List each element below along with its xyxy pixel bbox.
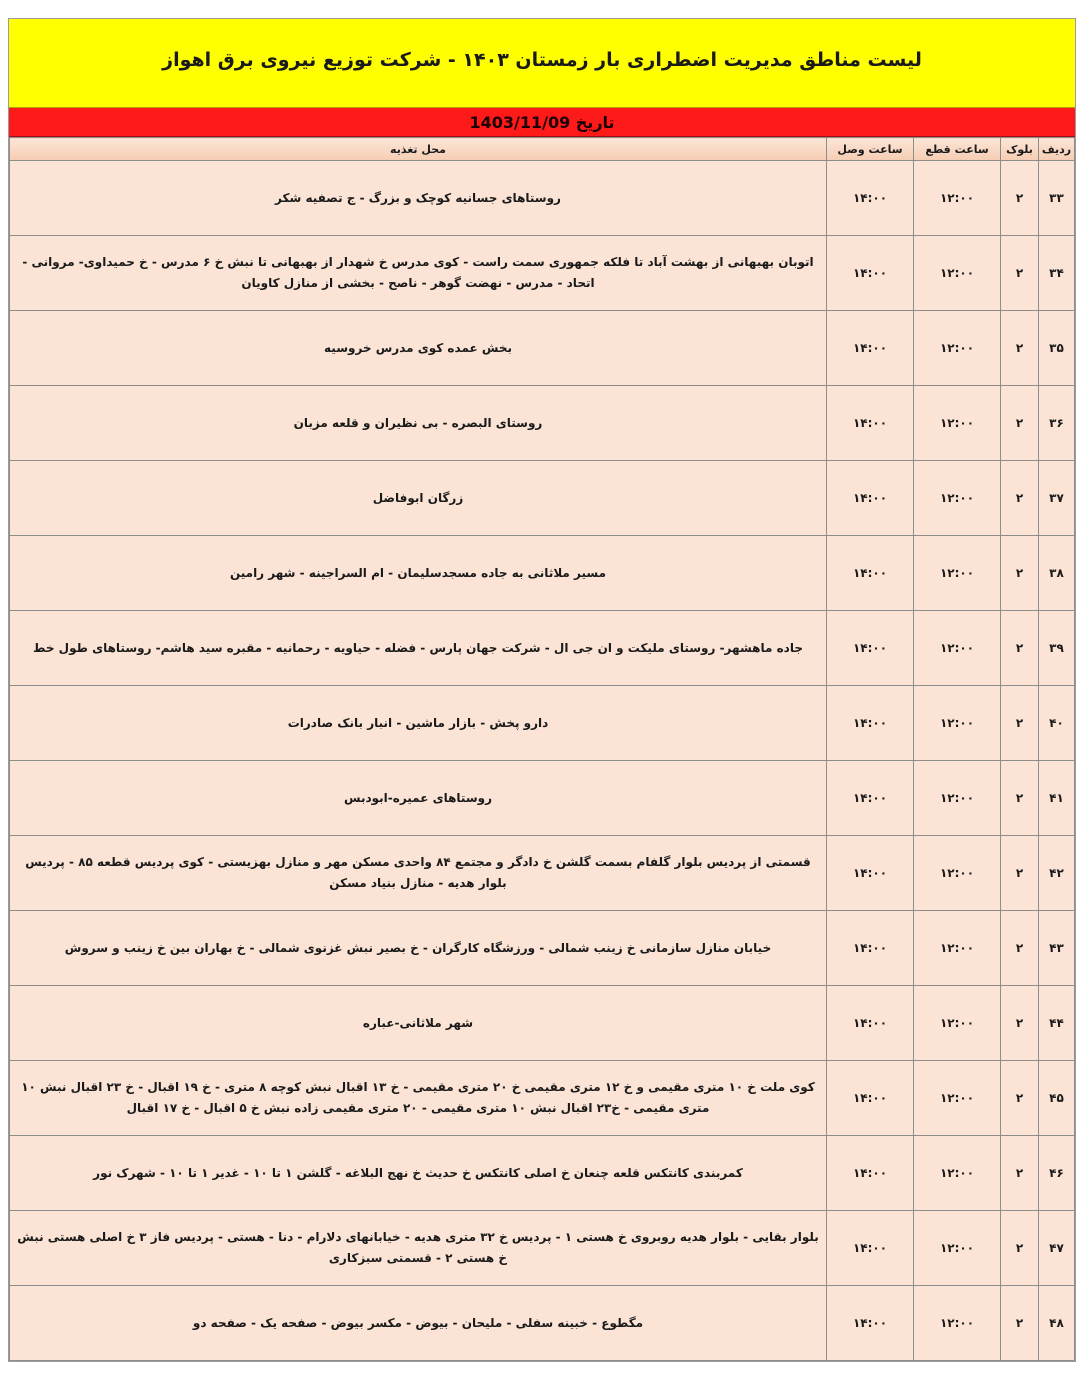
header-cut-time: ساعت قطع: [914, 138, 1001, 161]
table-row: [10, 461, 1075, 536]
cell-block: ۲: [1001, 536, 1039, 611]
cell-block: ۲: [1001, 686, 1039, 761]
cell-cut-time: ۱۲:۰۰: [914, 836, 1001, 911]
cell-block: ۲: [1001, 911, 1039, 986]
cell-cut-time: ۱۲:۰۰: [914, 761, 1001, 836]
cell-cut-time: ۱۲:۰۰: [914, 1286, 1001, 1361]
cell-cut-time: ۱۲:۰۰: [914, 911, 1001, 986]
table-row: [10, 986, 1075, 1061]
cell-radif: ۳۹: [1039, 611, 1075, 686]
page-title: لیست مناطق مدیریت اضطراری بار زمستان ۱۴۰۳ - شرکت توزیع نیروی برق اهواز: [162, 49, 922, 71]
cell-block: ۲: [1001, 836, 1039, 911]
cell-location: بخش عمده کوی مدرس خروسیه: [10, 311, 827, 386]
cell-radif: ۴۵: [1039, 1061, 1075, 1136]
cell-connect-time: ۱۴:۰۰: [827, 911, 914, 986]
table-row: [10, 1211, 1075, 1286]
cell-cut-time: ۱۲:۰۰: [914, 986, 1001, 1061]
cell-connect-time: ۱۴:۰۰: [827, 1061, 914, 1136]
cell-radif: ۴۳: [1039, 911, 1075, 986]
cell-connect-time: ۱۴:۰۰: [827, 1286, 914, 1361]
table-row: [10, 911, 1075, 986]
cell-radif: ۳۸: [1039, 536, 1075, 611]
cell-radif: ۳۴: [1039, 236, 1075, 311]
cell-location: زرگان ابوفاضل: [10, 461, 827, 536]
table-row: [10, 1286, 1075, 1361]
cell-block: ۲: [1001, 611, 1039, 686]
cell-location: اتوبان بهبهانی از بهشت آباد تا فلکه جمهوری سمت راست - کوی مدرس خ شهدار از بهبهانی تا نبش خ ۶ مدرس - خ حمیداوی- مروانی - اتحاد - مدرس - نهضت گوهر - ناصح - بخشی از منازل کاویان: [10, 236, 827, 311]
table-row: [10, 761, 1075, 836]
cell-cut-time: ۱۲:۰۰: [914, 236, 1001, 311]
cell-location: خیابان منازل سازمانی خ زینب شمالی - ورزشگاه کارگران - خ بصیر نبش غزنوی شمالی - خ بهاران بین خ زینب و سروش: [10, 911, 827, 986]
cell-block: ۲: [1001, 1286, 1039, 1361]
cell-connect-time: ۱۴:۰۰: [827, 1211, 914, 1286]
date-bar: [9, 108, 1075, 137]
cell-radif: ۴۸: [1039, 1286, 1075, 1361]
cell-radif: ۳۷: [1039, 461, 1075, 536]
cell-connect-time: ۱۴:۰۰: [827, 836, 914, 911]
table-row: [10, 611, 1075, 686]
cell-connect-time: ۱۴:۰۰: [827, 386, 914, 461]
cell-cut-time: ۱۲:۰۰: [914, 161, 1001, 236]
cell-location: قسمتی از پردیس بلوار گلفام بسمت گلشن خ دادگر و مجتمع ۸۴ واحدی مسکن مهر و منازل بهزیستی - کوی پردیس قطعه ۸۵ - پردیس بلوار هدیه - منازل بنیاد مسکن: [10, 836, 827, 911]
cell-connect-time: ۱۴:۰۰: [827, 1136, 914, 1211]
cell-location: دارو پخش - بازار ماشین - انبار بانک صادرات: [10, 686, 827, 761]
table-row: [10, 311, 1075, 386]
outage-table: [9, 137, 1075, 1361]
cell-location: روستاهای جسانیه کوچک و بزرگ - ج تصفیه شکر: [10, 161, 827, 236]
header-row: [10, 138, 1075, 161]
cell-cut-time: ۱۲:۰۰: [914, 686, 1001, 761]
date-label: تاریخ 1403/11/09: [469, 112, 615, 132]
cell-location: روستاهای عمیره-ابودبس: [10, 761, 827, 836]
cell-radif: ۴۶: [1039, 1136, 1075, 1211]
cell-block: ۲: [1001, 311, 1039, 386]
cell-location: بلوار بقایی - بلوار هدیه روبروی خ هستی ۱ - پردیس خ ۳۲ متری هدیه - خیابانهای دلارام - دنا - هستی - پردیس فاز ۳ خ اصلی هستی نبش خ هستی ۲ - قسمتی سبزکاری: [10, 1211, 827, 1286]
cell-location: مسیر ملاثانی به جاده مسجدسلیمان - ام السراجینه - شهر رامین: [10, 536, 827, 611]
cell-cut-time: ۱۲:۰۰: [914, 1136, 1001, 1211]
cell-location: شهر ملاثانی-عباره: [10, 986, 827, 1061]
outage-sheet: [8, 18, 1076, 1362]
table-row: [10, 161, 1075, 236]
cell-block: ۲: [1001, 236, 1039, 311]
cell-cut-time: ۱۲:۰۰: [914, 461, 1001, 536]
cell-location: مگطوع - خبینه سفلی - ملیحان - بیوض - مکسر بیوض - صفحه یک - صفحه دو: [10, 1286, 827, 1361]
header-radif: ردیف: [1039, 138, 1075, 161]
cell-block: ۲: [1001, 1211, 1039, 1286]
cell-block: ۲: [1001, 761, 1039, 836]
header-location: محل تغذیه: [10, 138, 827, 161]
cell-location: کوی ملت خ ۱۰ متری مقیمی و خ ۱۲ متری مقیمی خ ۲۰ متری مقیمی - خ ۱۳ اقبال نبش کوچه ۸ متری - خ ۱۹ اقبال - خ ۲۳ اقبال نبش ۱۰ متری مقیمی - خ۲۳ اقبال نبش ۱۰ متری مقیمی - ۲۰ متری مقیمی زاده نبش خ ۵ اقبال - خ ۱۷ اقبال: [10, 1061, 827, 1136]
cell-connect-time: ۱۴:۰۰: [827, 986, 914, 1061]
cell-cut-time: ۱۲:۰۰: [914, 386, 1001, 461]
cell-block: ۲: [1001, 161, 1039, 236]
cell-connect-time: ۱۴:۰۰: [827, 536, 914, 611]
cell-connect-time: ۱۴:۰۰: [827, 611, 914, 686]
cell-block: ۲: [1001, 986, 1039, 1061]
cell-location: روستای البصره - بی نظیران و قلعه مزبان: [10, 386, 827, 461]
cell-connect-time: ۱۴:۰۰: [827, 761, 914, 836]
cell-radif: ۴۲: [1039, 836, 1075, 911]
cell-block: ۲: [1001, 386, 1039, 461]
cell-radif: ۴۱: [1039, 761, 1075, 836]
cell-connect-time: ۱۴:۰۰: [827, 461, 914, 536]
cell-connect-time: ۱۴:۰۰: [827, 236, 914, 311]
cell-connect-time: ۱۴:۰۰: [827, 686, 914, 761]
cell-cut-time: ۱۲:۰۰: [914, 1211, 1001, 1286]
cell-radif: ۴۴: [1039, 986, 1075, 1061]
cell-location: جاده ماهشهر- روستای ملیکت و ان جی ال - شرکت جهان پارس - فضله - حیاویه - رحمانیه - مقبره سید هاشم- روستاهای طول خط: [10, 611, 827, 686]
cell-cut-time: ۱۲:۰۰: [914, 1061, 1001, 1136]
cell-block: ۲: [1001, 1136, 1039, 1211]
cell-location: کمربندی کانتکس قلعه چنعان خ اصلی کانتکس خ حدیث خ نهج البلاغه - گلشن ۱ تا ۱۰ - غدیر ۱ تا ۱۰ - شهرک نور: [10, 1136, 827, 1211]
table-row: [10, 686, 1075, 761]
table-row: [10, 386, 1075, 461]
header-block: بلوک: [1001, 138, 1039, 161]
table-row: [10, 536, 1075, 611]
cell-cut-time: ۱۲:۰۰: [914, 536, 1001, 611]
title-bar: [9, 19, 1075, 108]
cell-radif: ۴۷: [1039, 1211, 1075, 1286]
cell-cut-time: ۱۲:۰۰: [914, 611, 1001, 686]
cell-cut-time: ۱۲:۰۰: [914, 311, 1001, 386]
table-row: [10, 1061, 1075, 1136]
table-row: [10, 236, 1075, 311]
table-row: [10, 836, 1075, 911]
cell-block: ۲: [1001, 461, 1039, 536]
cell-connect-time: ۱۴:۰۰: [827, 161, 914, 236]
table-row: [10, 1136, 1075, 1211]
cell-radif: ۳۶: [1039, 386, 1075, 461]
cell-radif: ۴۰: [1039, 686, 1075, 761]
cell-block: ۲: [1001, 1061, 1039, 1136]
header-connect-time: ساعت وصل: [827, 138, 914, 161]
cell-radif: ۳۵: [1039, 311, 1075, 386]
cell-radif: ۳۳: [1039, 161, 1075, 236]
cell-connect-time: ۱۴:۰۰: [827, 311, 914, 386]
